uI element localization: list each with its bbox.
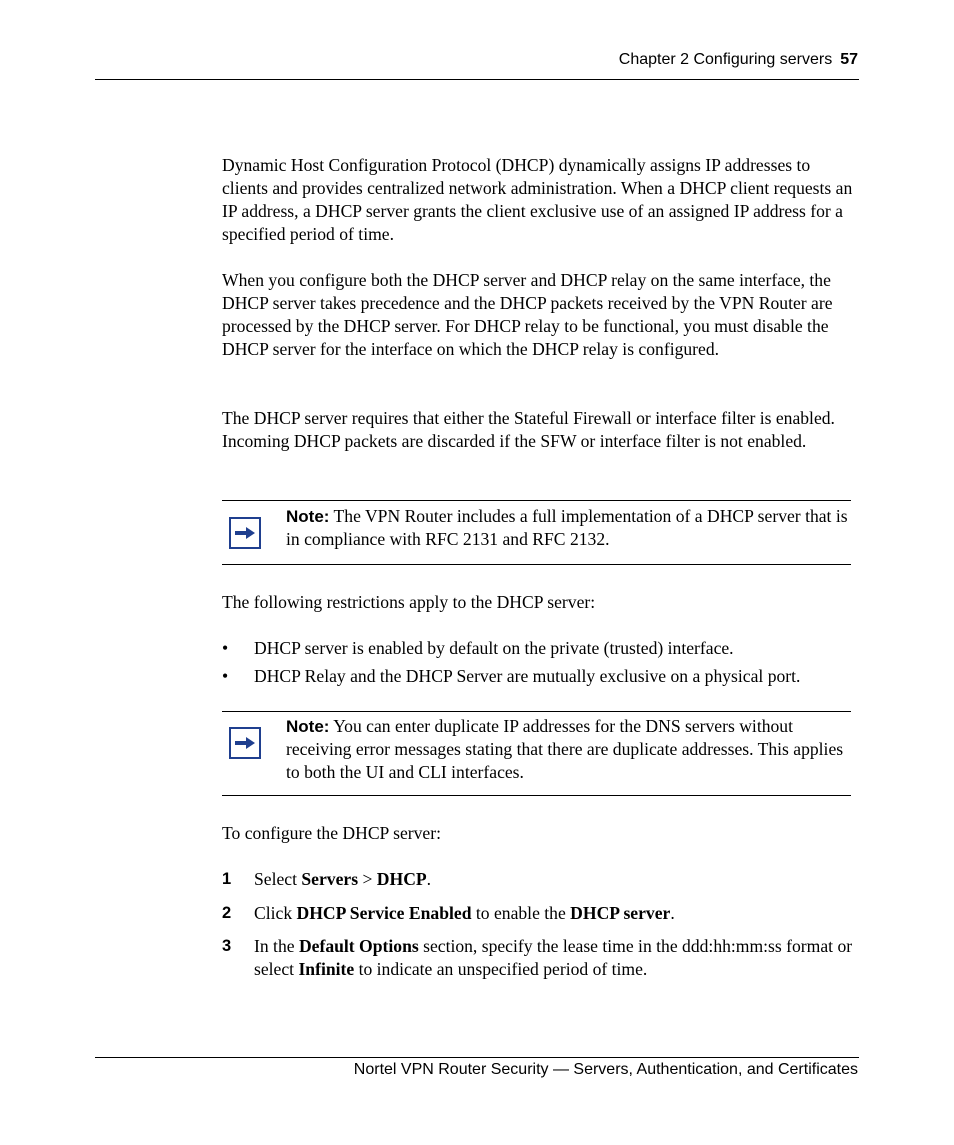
- section-default-options: Default Options: [298, 936, 419, 956]
- step-number: 2: [222, 904, 232, 922]
- step-number: 1: [222, 870, 232, 888]
- step-text: Click DHCP Service Enabled to enable the DHCP server.: [254, 903, 675, 923]
- option-dhcp-server: DHCP server: [570, 903, 671, 923]
- relay-paragraph: When you configure both the DHCP server and DHCP relay on the same interface, the DHCP server takes precedence and the DHCP packets received by the VPN Router are processed by the DHCP server. For DHCP relay to be functional, you must disable the DHCP server for the interface on which the DHCP relay is configured.: [222, 270, 833, 359]
- chapter-title: Chapter 2 Configuring servers: [618, 51, 833, 68]
- running-footer: Nortel VPN Router Security — Servers, Authentication, and Certificates: [353, 1061, 858, 1078]
- option-dhcp-service-enabled: DHCP Service Enabled: [296, 903, 472, 923]
- bullet-text: DHCP Relay and the DHCP Server are mutually exclusive on a physical port.: [254, 666, 801, 686]
- page-number: 57: [840, 51, 858, 68]
- procedure-step: [222, 902, 857, 925]
- step-text: In the Default Options section, specify the lease time in the ddd:hh:mm:ss format or select Infinite to indicate an unspecified period of time.: [254, 936, 853, 979]
- note-box: [222, 711, 851, 796]
- bullet-icon: •: [222, 638, 229, 658]
- step-text: Select Servers > DHCP.: [254, 869, 432, 889]
- note-box: [222, 500, 851, 565]
- firewall-paragraph: The DHCP server requires that either the Stateful Firewall or interface filter is enabled. Incoming DHCP packets are discarded if the SFW or interface filter is not enabled.: [222, 408, 835, 451]
- menu-servers: Servers: [301, 869, 359, 889]
- option-infinite: Infinite: [298, 959, 355, 979]
- bullet-text: DHCP server is enabled by default on the private (trusted) interface.: [254, 638, 734, 658]
- note-body: The VPN Router includes a full implementation of a DHCP server that is in compliance with RFC 2131 and RFC 2132.: [286, 506, 848, 549]
- step-number: 3: [222, 937, 232, 955]
- intro-paragraph: Dynamic Host Configuration Protocol (DHCP) dynamically assigns IP addresses to clients and provides centralized network administration. When a DHCP client requests an IP address, a DHCP server grants the client exclusive use of an assigned IP address for a specified period of time.: [222, 155, 853, 244]
- configure-intro: To configure the DHCP server:: [222, 823, 441, 843]
- running-header: [619, 51, 858, 69]
- procedure-step: [222, 935, 857, 981]
- list-item: [222, 637, 862, 660]
- header-rule: [95, 79, 859, 80]
- note-text: [286, 505, 851, 551]
- restrictions-intro: The following restrictions apply to the DHCP server:: [222, 592, 596, 612]
- footer-rule: [95, 1057, 859, 1058]
- arrow-right-icon: [229, 517, 261, 549]
- note-label: Note:: [286, 507, 330, 526]
- note-text: [286, 715, 851, 784]
- arrow-right-icon: [229, 727, 261, 759]
- note-body: You can enter duplicate IP addresses for the DNS servers without receiving error messages stating that there are duplicate addresses. This applies to both the UI and CLI interfaces.: [286, 716, 844, 782]
- list-item: [222, 665, 862, 688]
- note-label: Note:: [286, 717, 330, 736]
- menu-dhcp: DHCP: [376, 869, 427, 889]
- bullet-icon: •: [222, 666, 229, 686]
- procedure-step: [222, 868, 857, 891]
